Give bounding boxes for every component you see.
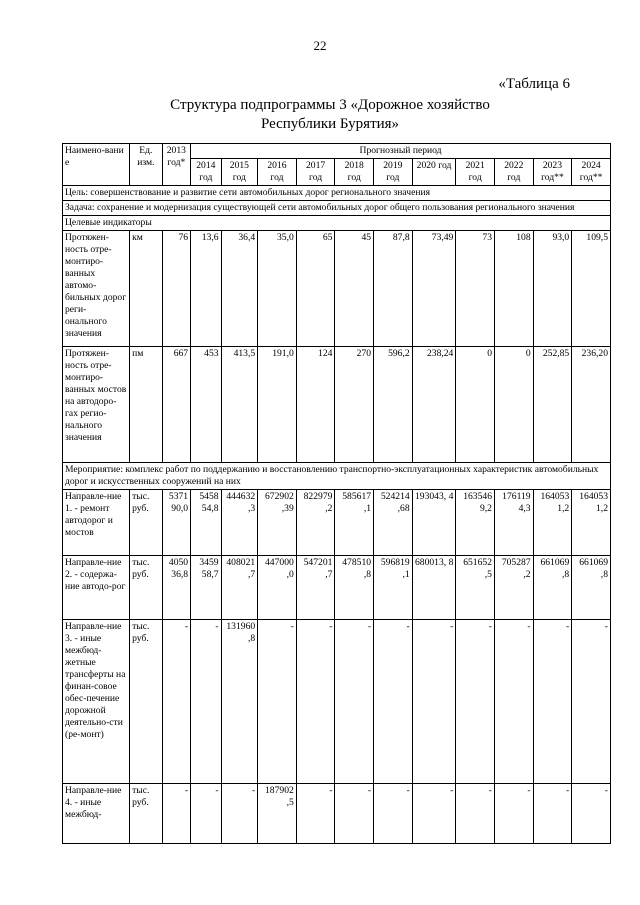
- title-line-2: Республики Бурятия»: [260, 116, 400, 132]
- row-value: -: [221, 784, 258, 844]
- row-value: 705287 ,2: [494, 556, 533, 620]
- row-value: 822979 ,2: [296, 490, 335, 556]
- header-forecast: Прогнозный период: [191, 144, 611, 159]
- table-row: [63, 490, 611, 556]
- header-year: 2023 год**: [533, 159, 572, 186]
- title-line-1: Структура подпрограммы 3 «Дорожное хозяйство: [170, 97, 490, 113]
- task-text: Задача: сохранение и модернизация существующей сети автомобильных дорог общего пользования регионального значения: [63, 201, 611, 216]
- header-year: 2018 год: [335, 159, 374, 186]
- indicators-row: [63, 216, 611, 231]
- row-value: -: [456, 620, 495, 784]
- row-unit: тыс. руб.: [130, 784, 163, 844]
- row-unit: пм: [130, 347, 163, 463]
- row-value: -: [456, 784, 495, 844]
- measure-text: Мероприятие: комплекс работ по поддержанию и восстановлению транспортно-эксплуатационных характеристик автомобильных дорог и искусственных сооружений на них: [63, 463, 611, 490]
- row-value: -: [191, 784, 221, 844]
- row-value: 108: [494, 231, 533, 347]
- row-value: 5371 90,0: [162, 490, 190, 556]
- row-value: 547201 ,7: [296, 556, 335, 620]
- row-value: 444632 ,3: [221, 490, 258, 556]
- task-row: [63, 201, 611, 216]
- header-year: 2021 год: [456, 159, 495, 186]
- row-value: 236,20: [572, 347, 611, 463]
- row-value: 109,5: [572, 231, 611, 347]
- header-year: 2015 год: [221, 159, 258, 186]
- header-year: 2024 год**: [572, 159, 611, 186]
- indicators-text: Целевые индикаторы: [63, 216, 611, 231]
- row-value: 164053 1,2: [572, 490, 611, 556]
- row-value: 453: [191, 347, 221, 463]
- row-value: 193043, 4: [412, 490, 456, 556]
- goal-text: Цель: совершенствование и развитие сети автомобильных дорог регионального значения: [63, 186, 611, 201]
- row-value: 191,0: [258, 347, 297, 463]
- row-name: Направле-ние 3. - иные межбюд-жетные трансферты на финан-совое обес-печение дорожной деятельно-сти (ре-монт): [63, 620, 130, 784]
- row-value: -: [533, 784, 572, 844]
- row-value: -: [258, 620, 297, 784]
- table-row: [63, 347, 611, 463]
- row-value: 596,2: [374, 347, 413, 463]
- row-value: 661069 ,8: [572, 556, 611, 620]
- row-value: 87,8: [374, 231, 413, 347]
- row-unit: км: [130, 231, 163, 347]
- row-value: 252,85: [533, 347, 572, 463]
- row-value: 585617 ,1: [335, 490, 374, 556]
- row-name: Направле-ние 1. - ремонт автодорог и мостов: [63, 490, 130, 556]
- row-value: -: [412, 784, 456, 844]
- row-value: 45: [335, 231, 374, 347]
- row-value: -: [374, 784, 413, 844]
- row-value: 667: [162, 347, 190, 463]
- row-value: 76: [162, 231, 190, 347]
- row-value: 408021 ,7: [221, 556, 258, 620]
- row-unit: тыс. руб.: [130, 620, 163, 784]
- measure-row: [63, 463, 611, 490]
- row-value: 4050 36,8: [162, 556, 190, 620]
- row-value: 35,0: [258, 231, 297, 347]
- row-value: 478510 ,8: [335, 556, 374, 620]
- goal-row: [63, 186, 611, 201]
- row-value: -: [296, 620, 335, 784]
- row-unit: тыс. руб.: [130, 556, 163, 620]
- row-value: -: [296, 784, 335, 844]
- row-value: 73: [456, 231, 495, 347]
- row-value: 680013, 8: [412, 556, 456, 620]
- row-value: 0: [456, 347, 495, 463]
- table-row: [63, 784, 611, 844]
- row-value: 36,4: [221, 231, 258, 347]
- table-label: «Таблица 6: [498, 76, 570, 92]
- row-value: 163546 9,2: [456, 490, 495, 556]
- row-name: Протяжен-ность отре-монтиро-ванных автомо-бильных дорог реги-онального значения: [63, 231, 130, 347]
- row-value: -: [335, 620, 374, 784]
- row-value: -: [572, 784, 611, 844]
- header-year: 2017 год: [296, 159, 335, 186]
- row-value: 65: [296, 231, 335, 347]
- row-value: -: [412, 620, 456, 784]
- header-year: 2022 год: [494, 159, 533, 186]
- row-value: -: [191, 620, 221, 784]
- row-value: 651652 ,5: [456, 556, 495, 620]
- header-row-1: [63, 144, 611, 159]
- row-value: -: [533, 620, 572, 784]
- subprogram-structure-table: [62, 143, 611, 844]
- row-value: 164053 1,2: [533, 490, 572, 556]
- row-name: Направле-ние 2. - содержа-ние автодо-рог: [63, 556, 130, 620]
- row-value: 661069 ,8: [533, 556, 572, 620]
- row-value: 187902 ,5: [258, 784, 297, 844]
- row-value: 447000 ,0: [258, 556, 297, 620]
- row-value: -: [572, 620, 611, 784]
- page-title: [0, 96, 640, 134]
- table-row: [63, 556, 611, 620]
- header-year: 2019 год: [374, 159, 413, 186]
- row-value: 93,0: [533, 231, 572, 347]
- row-name: Протяжен-ность отре-монтиро-ванных мостов на автодоро-гах регио-нального значения: [63, 347, 130, 463]
- header-year: 2014 год: [191, 159, 221, 186]
- header-name: Наимено-вание: [63, 144, 130, 186]
- row-value: 270: [335, 347, 374, 463]
- row-value: 73,49: [412, 231, 456, 347]
- row-value: 5458 54,8: [191, 490, 221, 556]
- row-value: 3459 58,7: [191, 556, 221, 620]
- row-name: Направле-ние 4. - иные межбюд-: [63, 784, 130, 844]
- row-value: 413,5: [221, 347, 258, 463]
- row-value: 131960 ,8: [221, 620, 258, 784]
- row-value: 524214 ,68: [374, 490, 413, 556]
- row-value: -: [494, 784, 533, 844]
- row-value: 176119 4,3: [494, 490, 533, 556]
- header-year: 2016 год: [258, 159, 297, 186]
- row-value: 0: [494, 347, 533, 463]
- row-value: 672902 ,39: [258, 490, 297, 556]
- row-unit: тыс. руб.: [130, 490, 163, 556]
- table-row: [63, 231, 611, 347]
- row-value: 124: [296, 347, 335, 463]
- table-row: [63, 620, 611, 784]
- row-value: -: [374, 620, 413, 784]
- header-year: 2020 год: [412, 159, 456, 186]
- header-unit: Ед. изм.: [130, 144, 163, 186]
- row-value: 596819 ,1: [374, 556, 413, 620]
- row-value: 13,6: [191, 231, 221, 347]
- page-number: 22: [313, 38, 327, 53]
- row-value: -: [162, 620, 190, 784]
- row-value: -: [162, 784, 190, 844]
- row-value: -: [335, 784, 374, 844]
- row-value: 238,24: [412, 347, 456, 463]
- header-2013: 2013 год*: [162, 144, 190, 186]
- row-value: -: [494, 620, 533, 784]
